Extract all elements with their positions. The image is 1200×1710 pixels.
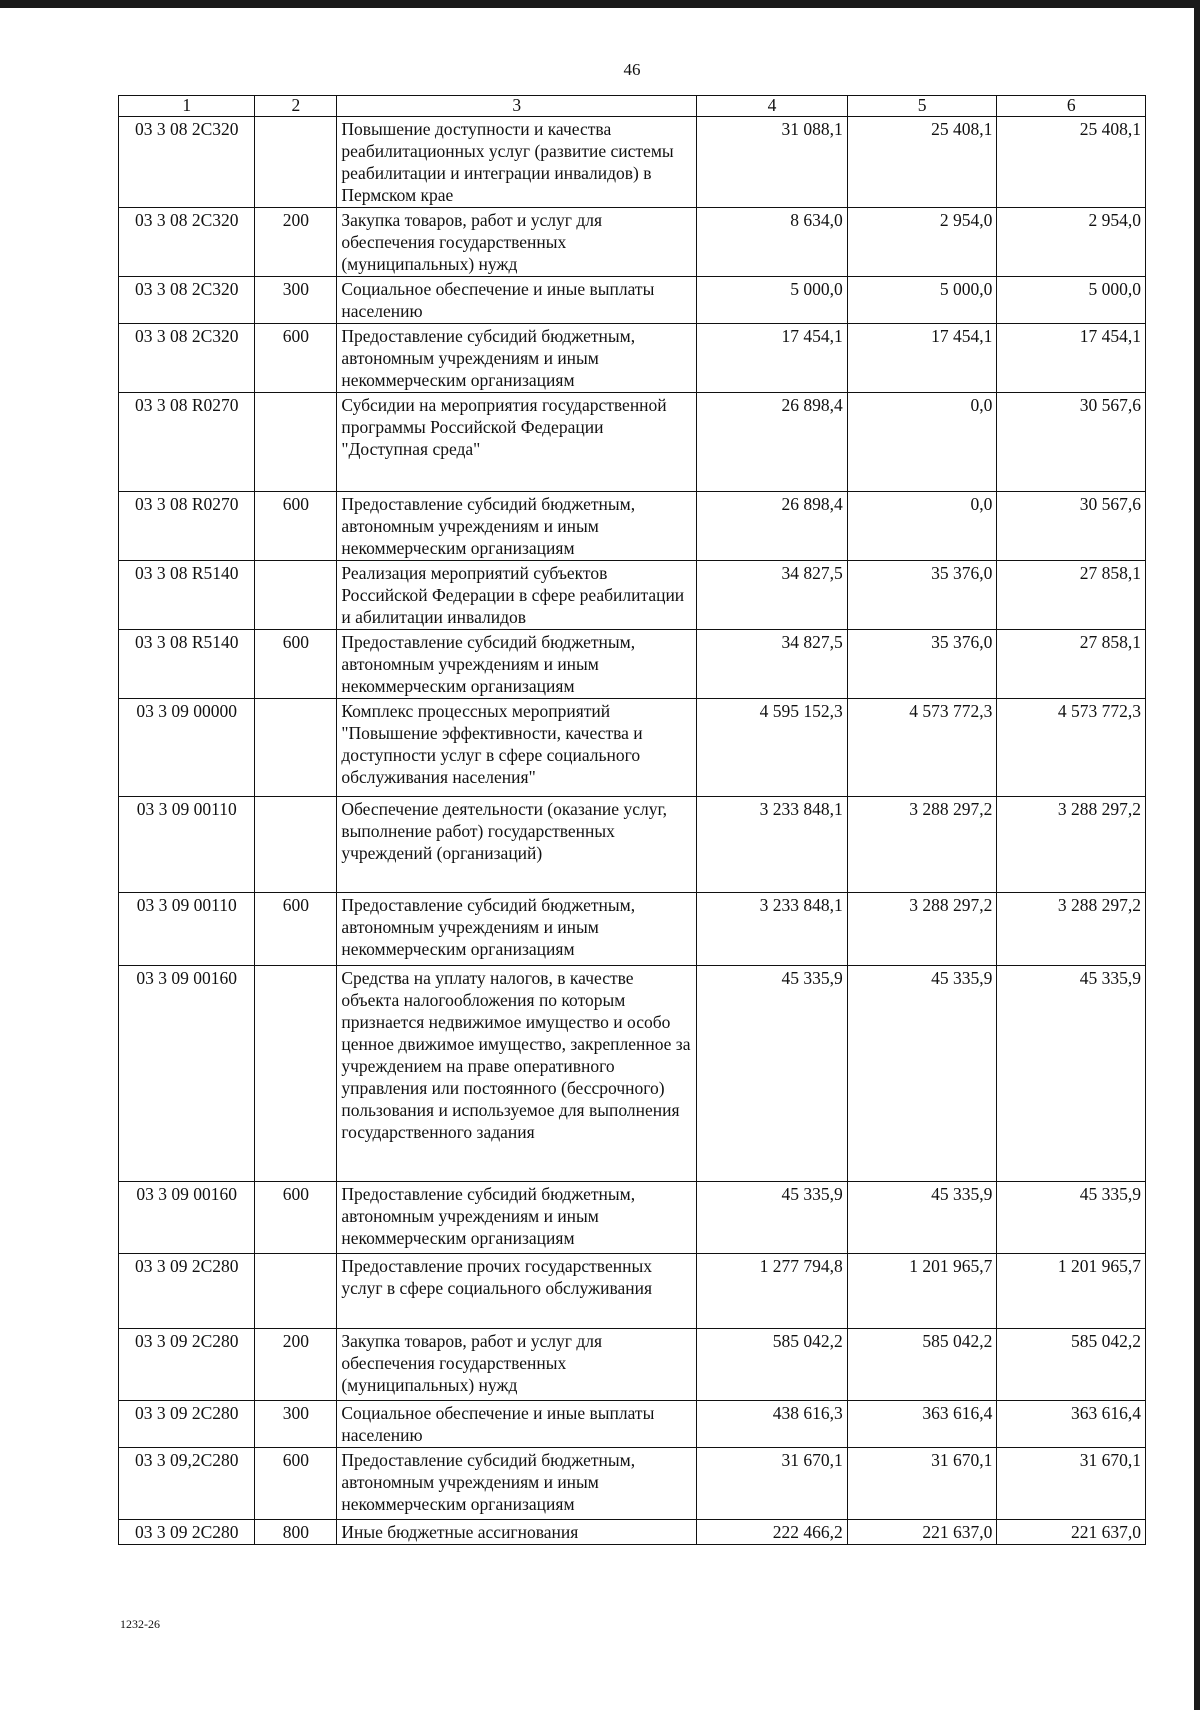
cell-amount-year3: 31 670,1 bbox=[997, 1448, 1146, 1520]
cell-target-code: 03 3 08 2С320 bbox=[119, 117, 255, 208]
cell-amount-year1: 31 670,1 bbox=[697, 1448, 848, 1520]
cell-target-code: 03 3 08 R0270 bbox=[119, 393, 255, 492]
cell-amount-year1: 4 595 152,3 bbox=[697, 699, 848, 797]
cell-name: Закупка товаров, работ и услуг для обеспечения государственных (муниципальных) нужд bbox=[337, 208, 697, 277]
cell-expense-type: 800 bbox=[255, 1520, 337, 1545]
header-cell-4: 4 bbox=[697, 96, 848, 117]
cell-amount-year1: 438 616,3 bbox=[697, 1401, 848, 1448]
cell-amount-year1: 8 634,0 bbox=[697, 208, 848, 277]
cell-amount-year1: 45 335,9 bbox=[697, 1182, 848, 1254]
cell-target-code: 03 3 08 R0270 bbox=[119, 492, 255, 561]
cell-target-code: 03 3 08 R5140 bbox=[119, 630, 255, 699]
cell-amount-year1: 34 827,5 bbox=[697, 630, 848, 699]
cell-expense-type bbox=[255, 699, 337, 797]
cell-expense-type: 600 bbox=[255, 1182, 337, 1254]
cell-amount-year2: 221 637,0 bbox=[847, 1520, 997, 1545]
cell-expense-type: 600 bbox=[255, 630, 337, 699]
cell-amount-year3: 3 288 297,2 bbox=[997, 797, 1146, 893]
cell-amount-year3: 585 042,2 bbox=[997, 1329, 1146, 1401]
cell-name: Предоставление прочих государственных услуг в сфере социального обслуживания bbox=[337, 1254, 697, 1329]
header-cell-5: 5 bbox=[847, 96, 997, 117]
cell-name: Социальное обеспечение и иные выплаты населению bbox=[337, 1401, 697, 1448]
table-row bbox=[119, 492, 1146, 561]
cell-amount-year3: 25 408,1 bbox=[997, 117, 1146, 208]
table-row bbox=[119, 208, 1146, 277]
cell-name: Субсидии на мероприятия государственной программы Российской Федерации "Доступная среда" bbox=[337, 393, 697, 492]
cell-amount-year1: 17 454,1 bbox=[697, 324, 848, 393]
cell-amount-year1: 34 827,5 bbox=[697, 561, 848, 630]
table-row bbox=[119, 630, 1146, 699]
cell-amount-year3: 4 573 772,3 bbox=[997, 699, 1146, 797]
cell-target-code: 03 3 09 2С280 bbox=[119, 1401, 255, 1448]
cell-amount-year2: 3 288 297,2 bbox=[847, 893, 997, 966]
cell-amount-year3: 17 454,1 bbox=[997, 324, 1146, 393]
cell-target-code: 03 3 08 2С320 bbox=[119, 324, 255, 393]
cell-name: Предоставление субсидий бюджетным, автономным учреждениям и иным некоммерческим организациям bbox=[337, 324, 697, 393]
page-number: 46 bbox=[623, 60, 641, 79]
cell-expense-type bbox=[255, 561, 337, 630]
cell-amount-year2: 2 954,0 bbox=[847, 208, 997, 277]
cell-amount-year1: 26 898,4 bbox=[697, 492, 848, 561]
table-row bbox=[119, 1401, 1146, 1448]
cell-expense-type bbox=[255, 966, 337, 1182]
cell-expense-type: 300 bbox=[255, 1401, 337, 1448]
cell-amount-year2: 363 616,4 bbox=[847, 1401, 997, 1448]
cell-target-code: 03 3 09,2С280 bbox=[119, 1448, 255, 1520]
table-row bbox=[119, 1329, 1146, 1401]
cell-expense-type bbox=[255, 117, 337, 208]
cell-amount-year3: 2 954,0 bbox=[997, 208, 1146, 277]
cell-expense-type bbox=[255, 1254, 337, 1329]
scan-border-right bbox=[1194, 0, 1200, 1710]
cell-expense-type bbox=[255, 797, 337, 893]
header-cell-2: 2 bbox=[255, 96, 337, 117]
cell-amount-year1: 3 233 848,1 bbox=[697, 893, 848, 966]
cell-target-code: 03 3 09 2С280 bbox=[119, 1520, 255, 1545]
cell-amount-year3: 3 288 297,2 bbox=[997, 893, 1146, 966]
cell-amount-year2: 35 376,0 bbox=[847, 630, 997, 699]
table-row bbox=[119, 1182, 1146, 1254]
table-row bbox=[119, 1448, 1146, 1520]
cell-amount-year3: 30 567,6 bbox=[997, 393, 1146, 492]
cell-amount-year2: 5 000,0 bbox=[847, 277, 997, 324]
cell-amount-year1: 585 042,2 bbox=[697, 1329, 848, 1401]
cell-amount-year2: 35 376,0 bbox=[847, 561, 997, 630]
cell-name: Предоставление субсидий бюджетным, автономным учреждениям и иным некоммерческим организациям bbox=[337, 893, 697, 966]
cell-name: Закупка товаров, работ и услуг для обеспечения государственных (муниципальных) нужд bbox=[337, 1329, 697, 1401]
cell-amount-year2: 25 408,1 bbox=[847, 117, 997, 208]
cell-amount-year1: 3 233 848,1 bbox=[697, 797, 848, 893]
budget-table bbox=[118, 95, 1146, 1545]
table-row bbox=[119, 277, 1146, 324]
cell-amount-year1: 45 335,9 bbox=[697, 966, 848, 1182]
table-row bbox=[119, 893, 1146, 966]
cell-name: Обеспечение деятельности (оказание услуг, выполнение работ) государственных учреждений (организаций) bbox=[337, 797, 697, 893]
cell-amount-year2: 17 454,1 bbox=[847, 324, 997, 393]
cell-name: Предоставление субсидий бюджетным, автономным учреждениям и иным некоммерческим организациям bbox=[337, 1182, 697, 1254]
cell-expense-type: 200 bbox=[255, 208, 337, 277]
cell-expense-type: 300 bbox=[255, 277, 337, 324]
table-row bbox=[119, 1520, 1146, 1545]
cell-amount-year1: 1 277 794,8 bbox=[697, 1254, 848, 1329]
table-row bbox=[119, 797, 1146, 893]
table-row bbox=[119, 393, 1146, 492]
cell-target-code: 03 3 09 2С280 bbox=[119, 1329, 255, 1401]
cell-amount-year3: 45 335,9 bbox=[997, 966, 1146, 1182]
table-row bbox=[119, 324, 1146, 393]
cell-target-code: 03 3 09 00000 bbox=[119, 699, 255, 797]
cell-target-code: 03 3 09 00110 bbox=[119, 797, 255, 893]
header-cell-1: 1 bbox=[119, 96, 255, 117]
header-cell-3: 3 bbox=[337, 96, 697, 117]
table-row bbox=[119, 1254, 1146, 1329]
table-header-row bbox=[119, 96, 1146, 117]
cell-name: Предоставление субсидий бюджетным, автономным учреждениям и иным некоммерческим организациям bbox=[337, 1448, 697, 1520]
document-reference: 1232-26 bbox=[120, 1617, 160, 1631]
cell-target-code: 03 3 08 2С320 bbox=[119, 208, 255, 277]
cell-expense-type: 200 bbox=[255, 1329, 337, 1401]
cell-name: Повышение доступности и качества реабилитационных услуг (развитие системы реабилитации и интеграции инвалидов) в Пермском крае bbox=[337, 117, 697, 208]
cell-amount-year2: 0,0 bbox=[847, 393, 997, 492]
cell-expense-type: 600 bbox=[255, 893, 337, 966]
cell-target-code: 03 3 08 2С320 bbox=[119, 277, 255, 324]
cell-amount-year3: 5 000,0 bbox=[997, 277, 1146, 324]
cell-name: Иные бюджетные ассигнования bbox=[337, 1520, 697, 1545]
cell-name: Социальное обеспечение и иные выплаты населению bbox=[337, 277, 697, 324]
cell-target-code: 03 3 09 2С280 bbox=[119, 1254, 255, 1329]
cell-amount-year2: 4 573 772,3 bbox=[847, 699, 997, 797]
cell-amount-year1: 5 000,0 bbox=[697, 277, 848, 324]
header-cell-6: 6 bbox=[997, 96, 1146, 117]
cell-name: Реализация мероприятий субъектов Российской Федерации в сфере реабилитации и абилитации инвалидов bbox=[337, 561, 697, 630]
cell-name: Предоставление субсидий бюджетным, автономным учреждениям и иным некоммерческим организациям bbox=[337, 492, 697, 561]
cell-amount-year2: 0,0 bbox=[847, 492, 997, 561]
cell-target-code: 03 3 09 00160 bbox=[119, 966, 255, 1182]
cell-name: Средства на уплату налогов, в качестве объекта налогообложения по которым признается недвижимое имущество и особо ценное движимое имущество, закрепленное за учреждением на праве оперативного управления или постоянного (бессрочного) пользования и используемое для выполнения государственного задания bbox=[337, 966, 697, 1182]
cell-name: Предоставление субсидий бюджетным, автономным учреждениям и иным некоммерческим организациям bbox=[337, 630, 697, 699]
cell-amount-year2: 45 335,9 bbox=[847, 966, 997, 1182]
cell-amount-year3: 30 567,6 bbox=[997, 492, 1146, 561]
cell-amount-year1: 26 898,4 bbox=[697, 393, 848, 492]
cell-target-code: 03 3 09 00160 bbox=[119, 1182, 255, 1254]
cell-target-code: 03 3 08 R5140 bbox=[119, 561, 255, 630]
cell-amount-year2: 45 335,9 bbox=[847, 1182, 997, 1254]
cell-amount-year2: 585 042,2 bbox=[847, 1329, 997, 1401]
cell-expense-type: 600 bbox=[255, 1448, 337, 1520]
cell-expense-type: 600 bbox=[255, 492, 337, 561]
cell-amount-year3: 221 637,0 bbox=[997, 1520, 1146, 1545]
cell-amount-year3: 363 616,4 bbox=[997, 1401, 1146, 1448]
cell-amount-year2: 3 288 297,2 bbox=[847, 797, 997, 893]
cell-amount-year3: 27 858,1 bbox=[997, 561, 1146, 630]
cell-amount-year3: 45 335,9 bbox=[997, 1182, 1146, 1254]
cell-target-code: 03 3 09 00110 bbox=[119, 893, 255, 966]
cell-amount-year1: 31 088,1 bbox=[697, 117, 848, 208]
cell-amount-year3: 27 858,1 bbox=[997, 630, 1146, 699]
cell-name: Комплекс процессных мероприятий "Повышение эффективности, качества и доступности услуг в сфере социального обслуживания населения" bbox=[337, 699, 697, 797]
scan-border-top bbox=[0, 0, 1200, 8]
table-row bbox=[119, 966, 1146, 1182]
cell-expense-type: 600 bbox=[255, 324, 337, 393]
table-row bbox=[119, 699, 1146, 797]
cell-expense-type bbox=[255, 393, 337, 492]
cell-amount-year3: 1 201 965,7 bbox=[997, 1254, 1146, 1329]
cell-amount-year2: 1 201 965,7 bbox=[847, 1254, 997, 1329]
cell-amount-year1: 222 466,2 bbox=[697, 1520, 848, 1545]
cell-amount-year2: 31 670,1 bbox=[847, 1448, 997, 1520]
table-row bbox=[119, 117, 1146, 208]
table-row bbox=[119, 561, 1146, 630]
